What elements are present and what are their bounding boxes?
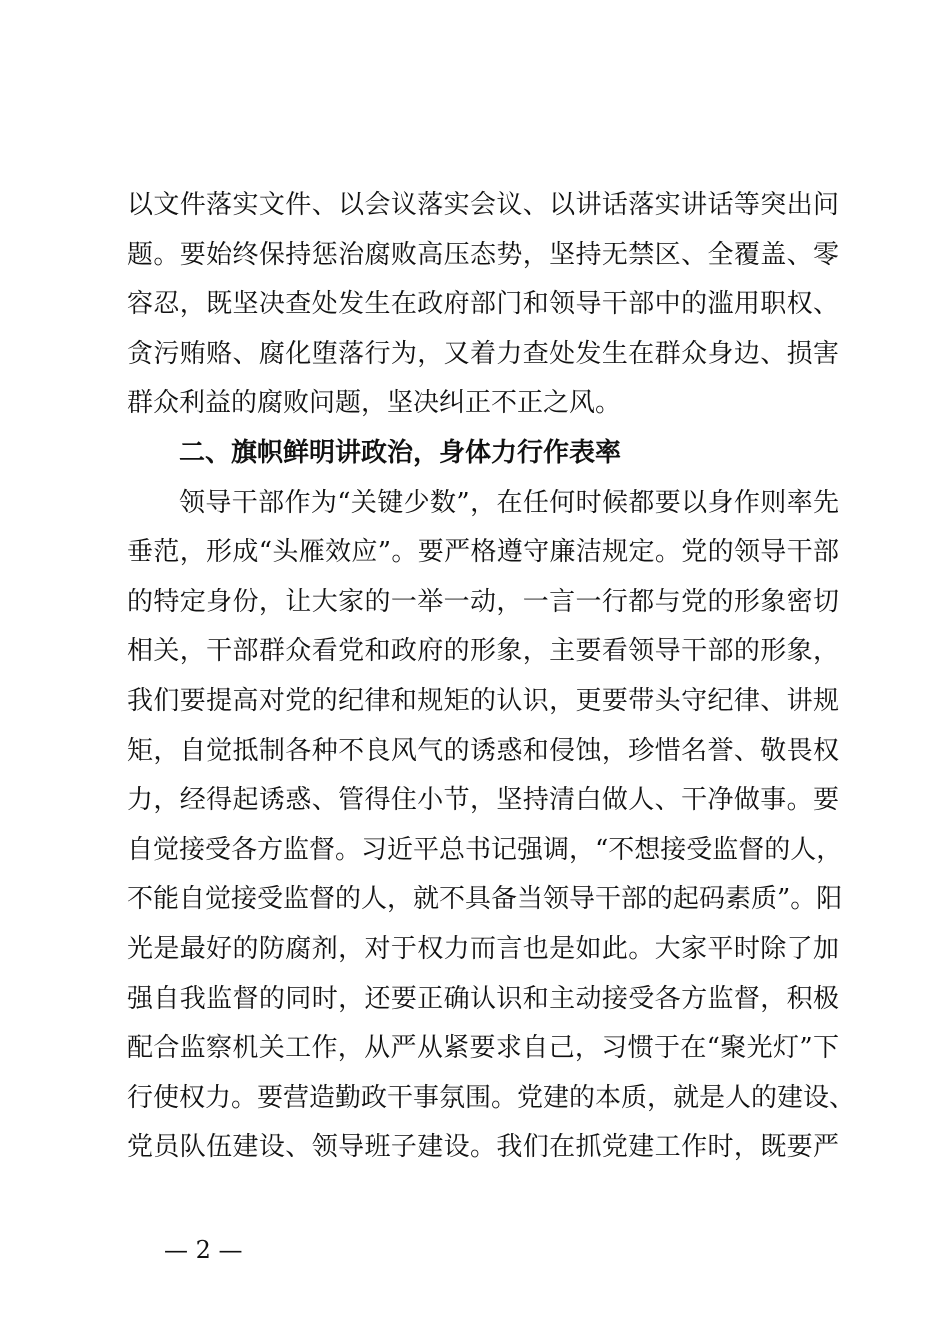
paragraph-line: 群众利益的腐败问题，坚决纠正不正之风。: [127, 388, 622, 419]
paragraph-line: 的特定身份，让大家的一举一动，一言一行都与党的形象密切: [127, 586, 839, 617]
paragraph-line: 容忍，既坚决查处发生在政府部门和领导干部中的滥用职权、: [127, 289, 839, 320]
paragraph-line: 党员队伍建设、领导班子建设。我们在抓党建工作时，既要严: [127, 1132, 839, 1163]
paragraph-line: 垂范，形成“头雁效应”。要严格遵守廉洁规定。党的领导干部: [127, 537, 839, 568]
paragraph-line: 我们要提高对党的纪律和规矩的认识，更要带头守纪律、讲规: [127, 685, 839, 716]
paragraph-line: 不能自觉接受监督的人，就不具备当领导干部的起码素质”。阳: [127, 884, 843, 915]
section-heading: 二、旗帜鲜明讲政治，身体力行作表率: [179, 437, 622, 468]
paragraph-line: 配合监察机关工作，从严从紧要求自己，习惯于在“聚光灯”下: [127, 1033, 839, 1064]
paragraph-line: 行使权力。要营造勤政干事氛围。党建的本质，就是人的建设、: [127, 1082, 856, 1113]
document-body: [127, 181, 856, 1173]
paragraph-2: [127, 479, 856, 1173]
paragraph-line: 贪污贿赂、腐化堕落行为，又着力查处发生在群众身边、损害: [127, 338, 839, 369]
paragraph-line: 力，经得起诱惑、管得住小节，坚持清白做人、干净做事。要: [127, 785, 839, 816]
paragraph-line: 矩，自觉抵制各种不良风气的诱惑和侵蚀，珍惜名誉、敬畏权: [127, 735, 839, 766]
paragraph-line: 相关，干部群众看党和政府的形象，主要看领导干部的形象，: [127, 636, 839, 667]
paragraph-line: 以文件落实文件、以会议落实会议、以讲话落实讲话等突出问: [127, 190, 839, 220]
paragraph-line: 强自我监督的同时，还要正确认识和主动接受各方监督，积极: [127, 983, 839, 1014]
paragraph-line: 领导干部作为“关键少数”，在任何时候都要以身作则率先: [179, 487, 839, 518]
paragraph-line: 光是最好的防腐剂，对于权力而言也是如此。大家平时除了加: [127, 933, 839, 964]
paragraph-1: [127, 181, 839, 429]
paragraph-line: 自觉接受各方监督。习近平总书记强调，“不想接受监督的人，: [127, 834, 843, 865]
page-number: — 2 —: [164, 1236, 243, 1264]
paragraph-line: 题。要始终保持惩治腐败高压态势，坚持无禁区、全覆盖、零: [127, 239, 839, 270]
